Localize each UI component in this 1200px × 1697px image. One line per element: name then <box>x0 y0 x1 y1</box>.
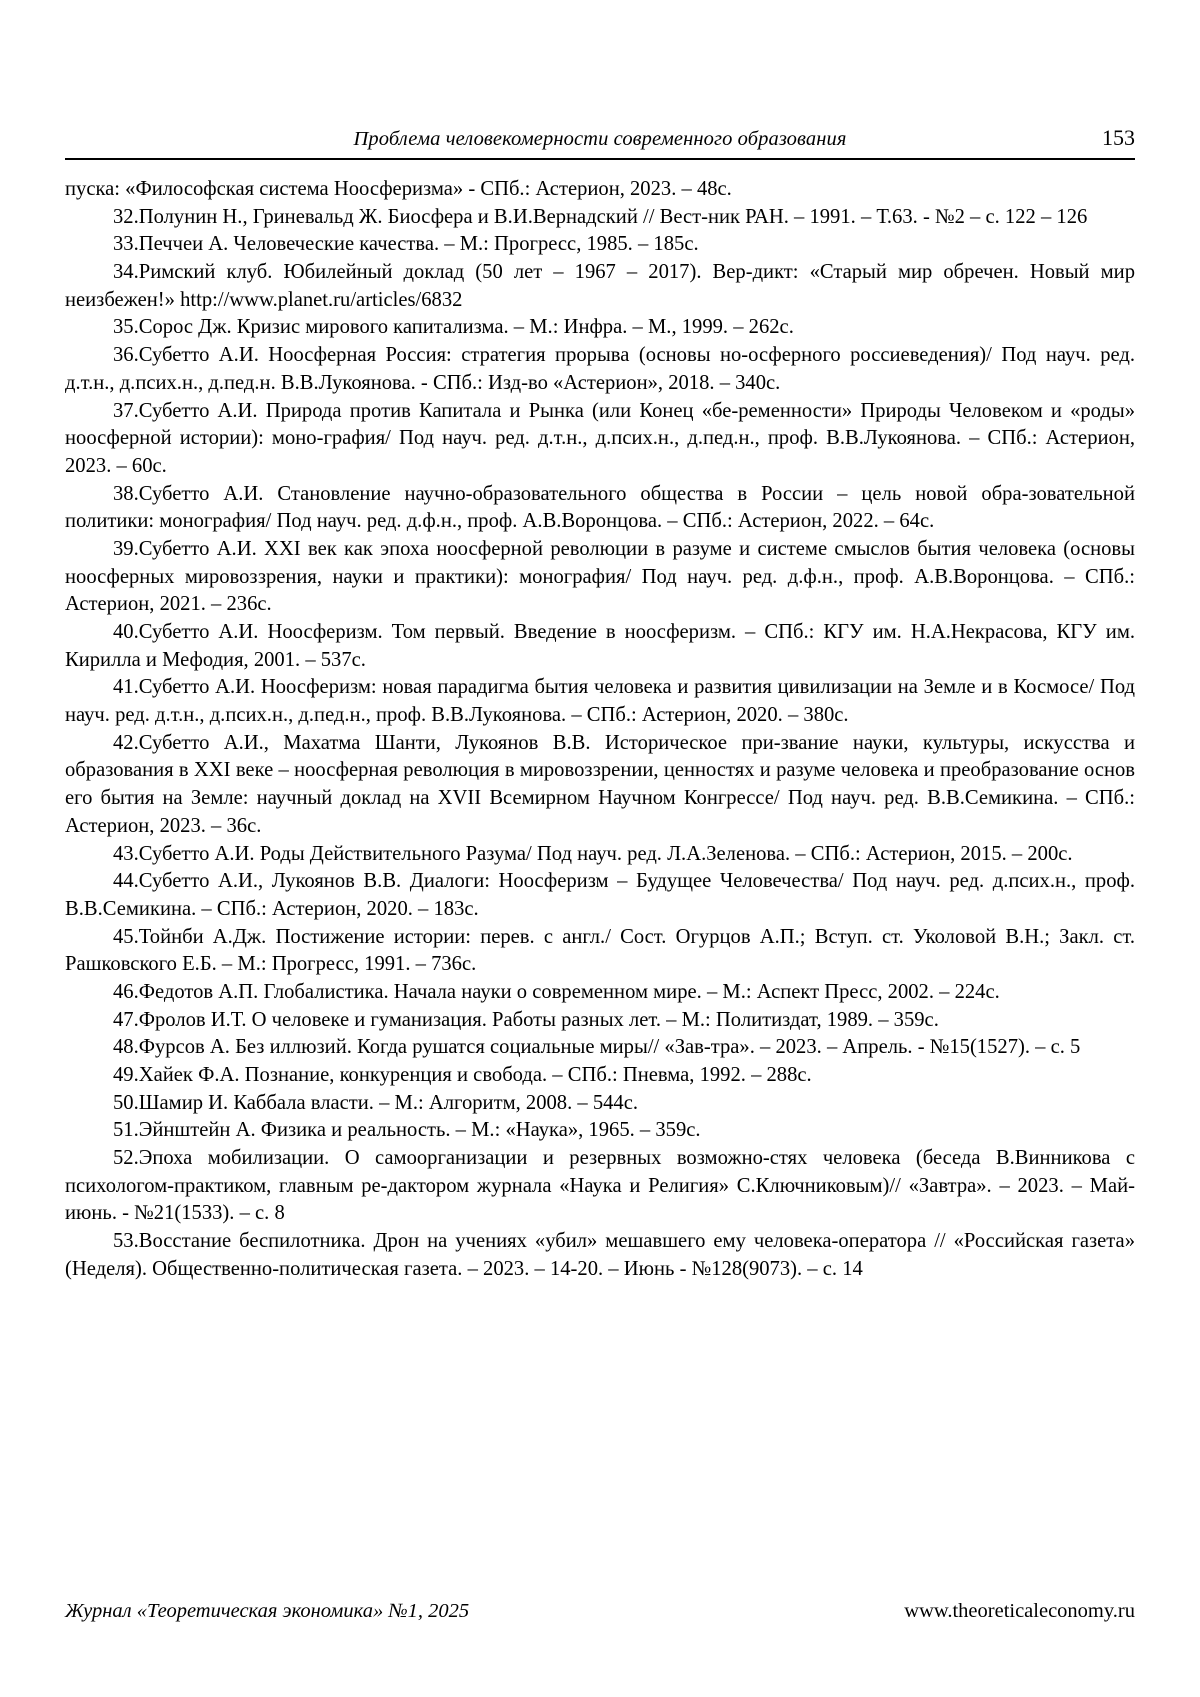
page-number: 153 <box>1102 125 1135 150</box>
running-title: Проблема человекомерности современного образования <box>353 128 847 150</box>
list-item: 41.Субетто А.И. Ноосферизм: новая парадигма бытия человека и развития цивилизации на Земле и в Космосе/ Под науч. ред. д.т.н., д.псих.н., д.пед.н., проф. В.В.Лукоянова. – СПб.: Астерион, 2020. – 380с. <box>65 676 1135 727</box>
header-divider <box>65 158 1135 160</box>
page-footer <box>65 1600 1135 1623</box>
list-item: 44.Субетто А.И., Лукоянов В.В. Диалоги: Ноосферизм – Будущее Человечества/ Под науч. ред. д.псих.н., проф. В.В.Семикина. – СПб.: Астерион, 2020. – 183с. <box>65 870 1135 920</box>
list-item: 49.Хайек Ф.А. Познание, конкуренция и свобода. – СПб.: Пневма, 1992. – 288с. <box>113 1064 812 1086</box>
list-item: 52.Эпоха мобилизации. О самоорганизации и резервных возможно-стях человека (беседа В.Винникова с психологом-практиком, главным ре-дактором журнала «Наука и Религия» С.Ключниковым)// «Завтра». – 2023. – Май-июнь. - №21(1533). – с. 8 <box>65 1147 1135 1225</box>
footer-website: www.theoreticaleconomy.ru <box>904 1600 1135 1622</box>
list-item: 39.Субетто А.И. XXI век как эпоха ноосферной революции в разуме и системе смыслов бытия человека (основы ноосферных мировоззрения, науки и практики): монография/ Под науч. ред. д.ф.н., проф. А.В.Воронцова. – СПб.: Астерион, 2021. – 236с. <box>65 537 1135 616</box>
page-header <box>65 125 1135 151</box>
list-item: 36.Субетто А.И. Ноосферная Россия: стратегия прорыва (основы но-осферного россиеведения)/ Под науч. ред. д.т.н., д.псих.н., д.пед.н. В.В.Лукоянова. - СПб.: Изд-во «Астерион», 2018. – 340с. <box>65 344 1135 394</box>
list-item: 45.Тойнби А.Дж. Постижение истории: перев. с англ./ Сост. Огурцов А.П.; Вступ. ст. Уколовой В.Н.; Закл. ст. Рашковского Е.Б. – М.: Прогресс, 1991. – 736с. <box>65 925 1135 976</box>
list-item: 48.Фурсов А. Без иллюзий. Когда рушатся социальные миры// «Зав-тра». – 2023. – Апрель. - №15(1527). – с. 5 <box>113 1036 1081 1059</box>
continued-paragraph: пуска: «Философская система Ноосферизма» - СПб.: Астерион, 2023. – 48с. <box>65 178 732 200</box>
list-item: 42.Субетто А.И., Махатма Шанти, Лукоянов В.В. Историческое при-звание науки, культуры, искусства и образования в XXI веке – ноосферная революция в мировоззрении, ценностях и разуме человека и преобразование основ его бытия на Земле: научный доклад на XVII Всемирном Научном Конгрессе/ Под науч. ред. В.В.Семикина. – СПб.: Астерион, 2023. – 36с. <box>65 731 1135 837</box>
list-item: 32.Полунин Н., Гриневальд Ж. Биосфера и В.И.Вернадский // Вест-ник РАН. – 1991. – Т.63. - №2 – с. 122 – 126 <box>113 205 1088 228</box>
list-item: 35.Сорос Дж. Кризис мирового капитализма. – М.: Инфра. – М., 1999. – 262с. <box>113 316 794 339</box>
list-item: 46.Федотов А.П. Глобалистика. Начала науки о современном мире. – М.: Аспект Пресс, 2002. – 224с. <box>113 980 1000 1003</box>
list-item: 38.Субетто А.И. Становление научно-образовательного общества в России – цель новой обра-зовательной политики: монография/ Под науч. ред. д.ф.н., проф. А.В.Воронцова. – СПб.: Астерион, 2022. – 64с. <box>65 482 1135 533</box>
list-item: 47.Фролов И.Т. О человеке и гуманизация. Работы разных лет. – М.: Политиздат, 1989. – 359с. <box>113 1008 939 1031</box>
reference-list <box>65 176 1135 1284</box>
list-item: 34.Римский клуб. Юбилейный доклад (50 лет – 1967 – 2017). Вер-дикт: «Старый мир обречен. Новый мир неизбежен!» http://www.planet.ru/articles/6832 <box>65 261 1135 311</box>
list-item: 50.Шамир И. Каббала власти. – М.: Алгоритм, 2008. – 544с. <box>113 1091 639 1114</box>
list-item: 40.Субетто А.И. Ноосферизм. Том первый. Введение в ноосферизм. – СПб.: КГУ им. Н.А.Некрасова, КГУ им. Кирилла и Мефодия, 2001. – 537с. <box>65 621 1135 671</box>
list-item: 37.Субетто А.И. Природа против Капитала и Рынка (или Конец «бе-ременности» Природы Человеком и «роды» ноосферной истории): моно-графия/ Под науч. ред. д.т.н., д.псих.н., д.пед.н., проф. В.В.Лукоянова. – СПб.: Астерион, 2023. – 60с. <box>65 399 1135 477</box>
footer-journal: Журнал «Теоретическая экономика» №1, 2025 <box>65 1600 470 1622</box>
list-item: 51.Эйнштейн А. Физика и реальность. – М.: «Наука», 1965. – 359с. <box>113 1119 701 1142</box>
list-item: 43.Субетто А.И. Роды Действительного Разума/ Под науч. ред. Л.А.Зеленова. – СПб.: Астерион, 2015. – 200с. <box>113 842 1073 865</box>
list-item: 33.Печчеи А. Человеческие качества. – М.: Прогресс, 1985. – 185с. <box>113 233 699 256</box>
list-item: 53.Восстание беспилотника. Дрон на учениях «убил» мешавшего ему человека-оператора // «Российская газета» (Неделя). Общественно-политическая газета. – 2023. – 14-20. – Июнь - №128(9073). – с. 14 <box>65 1230 1135 1280</box>
